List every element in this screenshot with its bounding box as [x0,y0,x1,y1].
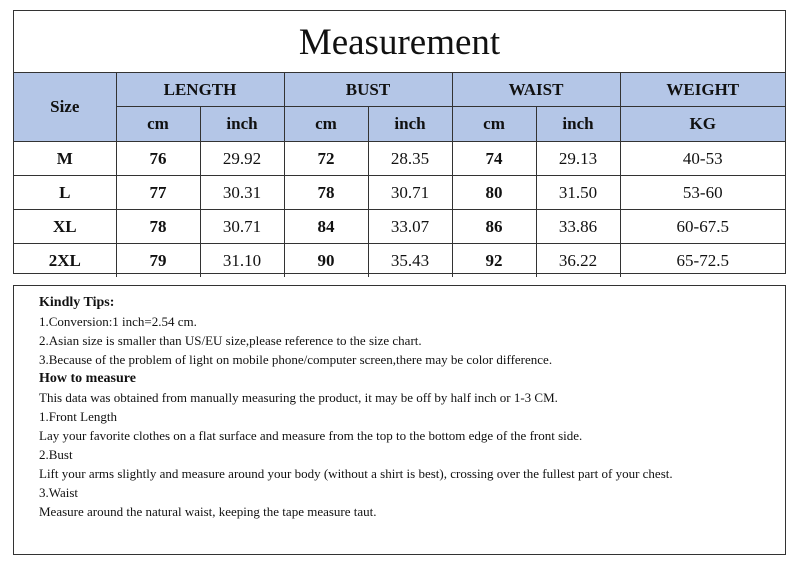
step-text: Lay your favorite clothes on a flat surface and measure from the top to the bottom edge of the front side. [39,428,583,443]
waist-cm-cell: 86 [452,210,536,244]
length-inch-cell: 29.92 [200,142,284,176]
bust-header: BUST [284,73,452,107]
bust-inch-cell: 28.35 [368,142,452,176]
length-cm-cell: 77 [116,176,200,210]
size-cell: L [14,176,116,210]
size-column-header: Size [14,73,116,142]
waist-inch-cell: 29.13 [536,142,620,176]
length-cm-cell: 79 [116,244,200,278]
bust-inch-cell: 33.07 [368,210,452,244]
how-to-measure-heading: How to measure [39,371,136,386]
tip-item: 1.Conversion:1 inch=2.54 cm. [39,314,197,329]
weight-header: WEIGHT [620,73,785,107]
size-cell: M [14,142,116,176]
unit-header: inch [536,107,620,142]
bust-inch-cell: 30.71 [368,176,452,210]
length-inch-cell: 30.71 [200,210,284,244]
weight-cell: 53-60 [620,176,785,210]
unit-header: cm [116,107,200,142]
step-text: Measure around the natural waist, keeping the tape measure taut. [39,504,377,519]
waist-cm-cell: 92 [452,244,536,278]
waist-cm-cell: 74 [452,142,536,176]
size-table [14,73,785,277]
tip-item: 2.Asian size is smaller than US/EU size,please reference to the size chart. [39,333,422,348]
length-inch-cell: 30.31 [200,176,284,210]
unit-header: cm [452,107,536,142]
table-row [14,244,785,278]
size-cell: XL [14,210,116,244]
step-title: 2.Bust [39,447,73,462]
waist-inch-cell: 31.50 [536,176,620,210]
bust-cm-cell: 90 [284,244,368,278]
kindly-tips-heading: Kindly Tips: [39,295,115,310]
length-header: LENGTH [116,73,284,107]
weight-cell: 60-67.5 [620,210,785,244]
weight-cell: 65-72.5 [620,244,785,278]
chart-title: Measurement [14,11,785,73]
how-to-intro: This data was obtained from manually measuring the product, it may be off by half inch or 1-3 CM. [39,390,558,405]
bust-cm-cell: 72 [284,142,368,176]
step-text: Lift your arms slightly and measure around your body (without a shirt is best), crossing over the fullest part of your chest. [39,466,673,481]
table-row [14,176,785,210]
waist-cm-cell: 80 [452,176,536,210]
table-row [14,210,785,244]
step-title: 3.Waist [39,485,79,500]
table-row [14,142,785,176]
bust-cm-cell: 78 [284,176,368,210]
length-inch-cell: 31.10 [200,244,284,278]
bust-cm-cell: 84 [284,210,368,244]
unit-header: inch [368,107,452,142]
tips-box [13,285,786,555]
unit-header: cm [284,107,368,142]
weight-cell: 40-53 [620,142,785,176]
size-chart [13,10,786,274]
unit-header: KG [620,107,785,142]
waist-inch-cell: 33.86 [536,210,620,244]
step-title: 1.Front Length [39,409,117,424]
length-cm-cell: 78 [116,210,200,244]
waist-header: WAIST [452,73,620,107]
length-cm-cell: 76 [116,142,200,176]
tip-item: 3.Because of the problem of light on mobile phone/computer screen,there may be color difference. [39,352,553,367]
bust-inch-cell: 35.43 [368,244,452,278]
unit-header: inch [200,107,284,142]
size-cell: 2XL [14,244,116,278]
waist-inch-cell: 36.22 [536,244,620,278]
